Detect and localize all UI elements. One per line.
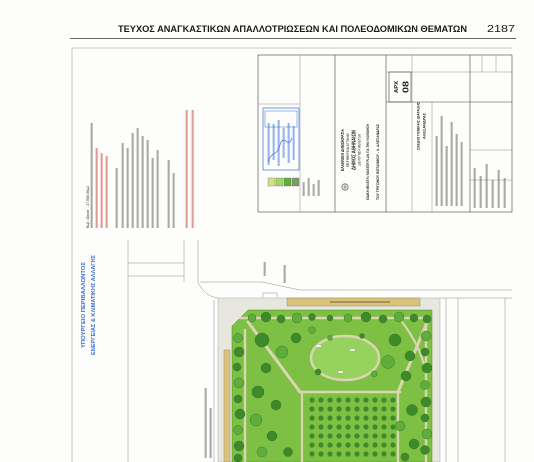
park-plan: [218, 298, 440, 462]
tree-grid-dot: [381, 397, 386, 402]
tree-grid-dot: [354, 451, 359, 456]
text-line-mark: [192, 110, 194, 228]
text-line-mark: [168, 160, 170, 228]
tree-grid-dot: [309, 406, 314, 411]
text-line-mark: [284, 265, 286, 283]
tree-grid-dot: [336, 397, 341, 402]
tree: [248, 314, 256, 322]
text-line-mark: [308, 178, 310, 196]
text-line-mark: [278, 120, 280, 166]
tree: [360, 334, 365, 339]
text-line-mark: [268, 123, 270, 165]
text-line-mark: [486, 164, 488, 208]
tree: [252, 386, 264, 398]
tree-grid-dot: [318, 397, 323, 402]
tree-grid-dot: [336, 406, 341, 411]
text-line-mark: [147, 140, 149, 228]
tree-grid-dot: [354, 424, 359, 429]
site-statistics: [86, 183, 90, 228]
tree: [261, 312, 271, 322]
plot-area-line: Εμβ. Οικοπ. : 17.000,00μ2: [86, 183, 90, 228]
tree: [401, 371, 411, 381]
tree: [410, 314, 418, 322]
tree-grid-dot: [390, 415, 395, 420]
text-line-mark: [152, 158, 154, 228]
text-line-mark: [122, 143, 124, 228]
tree: [379, 315, 387, 323]
tree: [284, 448, 293, 457]
tree-grid-dot: [336, 451, 341, 456]
tree-grid-dot: [336, 433, 341, 438]
tree-grid-dot: [309, 397, 314, 402]
tree-grid-dot: [372, 442, 377, 447]
tree-grid-dot: [309, 424, 314, 429]
text-line-mark: [456, 134, 458, 206]
tree-grid-dot: [327, 424, 332, 429]
bench: [316, 345, 321, 347]
tree: [327, 315, 333, 321]
tree: [233, 363, 241, 371]
tree-grid-dot: [309, 415, 314, 420]
text-line-mark: [451, 122, 453, 206]
side-strip: [224, 350, 230, 462]
tree-grid-dot: [345, 442, 350, 447]
text-line-mark: [96, 148, 98, 228]
text-line-mark: [137, 128, 139, 228]
text-line-mark: [205, 388, 207, 458]
tree-grid-dot: [318, 415, 323, 420]
tree-grid-dot: [390, 397, 395, 402]
text-line-mark: [504, 178, 506, 208]
legend-swatch: [292, 178, 299, 186]
tree: [389, 334, 401, 346]
text-line-mark: [293, 126, 295, 160]
tree-grid-dot: [372, 451, 377, 456]
tree: [382, 356, 395, 369]
bench: [338, 371, 343, 373]
tree: [255, 333, 269, 347]
tree-grid-dot: [381, 424, 386, 429]
tree-grid-dot: [363, 451, 368, 456]
tree: [421, 397, 431, 407]
tree: [421, 414, 429, 422]
legend-swatch: [284, 178, 291, 186]
text-line-mark: [273, 124, 275, 160]
tree-grid-dot: [363, 424, 368, 429]
text-line-mark: [303, 182, 305, 196]
text-line-mark: [498, 170, 500, 208]
tree-grid-dot: [390, 442, 395, 447]
tree: [421, 381, 430, 390]
tree: [405, 351, 415, 361]
tree-grid-dot: [318, 424, 323, 429]
text-line-mark: [436, 136, 438, 206]
tree-grid-dot: [390, 406, 395, 411]
project-title-line-1: ΕΙΔΙΚΗ ΜΕΛΕΤΗ / MASTER PLAN ΓΙΑ ΤΗΝ ΥΛΟΠΟΙΗΣΗ: [366, 111, 370, 200]
tree: [407, 405, 418, 416]
tree: [234, 426, 243, 435]
tree: [421, 348, 429, 356]
tree-grid-dot: [390, 424, 395, 429]
tree: [292, 313, 302, 323]
text-line-mark: [173, 173, 175, 228]
tree-grid-dot: [345, 397, 350, 402]
tree-grid-dot: [354, 415, 359, 420]
text-line-mark: [313, 184, 315, 196]
department-label: ΔΙΕΥΘΥΝΣΗ ΜΕΛΕΤΩΝ: [357, 131, 362, 166]
tree-grid-dot: [327, 433, 332, 438]
drawing-number: 08: [401, 84, 411, 93]
text-line-mark: [157, 150, 159, 228]
municipality-label: ΔΗΜΟΣ ΑΘΗΝΑΙΩΝ: [351, 123, 358, 170]
legend-swatch: [276, 178, 283, 186]
tree-grid-dot: [354, 442, 359, 447]
tree-grid-dot: [354, 406, 359, 411]
text-line-mark: [492, 180, 494, 208]
bench: [350, 349, 355, 351]
tree: [421, 331, 431, 341]
tree-grid-dot: [390, 451, 395, 456]
tree-grid-dot: [363, 415, 368, 420]
tree: [423, 315, 431, 323]
text-line-mark: [480, 176, 482, 208]
legend-swatch: [268, 178, 275, 186]
tree-grid-dot: [345, 406, 350, 411]
tree-grid-dot: [363, 406, 368, 411]
text-line-mark: [441, 116, 443, 206]
tree-grid-dot: [327, 406, 332, 411]
text-line-mark: [461, 142, 463, 206]
tree-grid-dot: [318, 442, 323, 447]
text-line-mark: [264, 262, 266, 276]
tree-grid-dot: [354, 397, 359, 402]
tree-grid-dot: [381, 415, 386, 420]
text-line-mark: [132, 133, 134, 228]
tree-grid-dot: [309, 442, 314, 447]
tree-grid-dot: [363, 442, 368, 447]
tree-grid-dot: [318, 433, 323, 438]
tree: [409, 439, 419, 449]
tree: [276, 346, 288, 358]
tree: [361, 312, 371, 322]
ministry-stamp-line-1: ΥΠΟΥΡΓΕΙΟ ΠΕΡΙΒΑΛΛΟΝΤΟΣ: [81, 266, 87, 348]
tree-grid-dot: [327, 451, 332, 456]
text-line-mark: [101, 153, 103, 228]
tree-grid-dot: [372, 397, 377, 402]
tree: [234, 454, 242, 462]
text-line-mark: [446, 146, 448, 206]
page-number: 2187: [487, 24, 516, 35]
drawing-title: ΣΧΕΔΙΟ ΓΕΝΙΚΗΣ ΔΙΑΤΑΞΗΣ: [415, 96, 421, 150]
text-line-mark: [318, 180, 320, 196]
tree: [394, 312, 404, 322]
tree: [271, 400, 281, 410]
tree-grid-dot: [345, 433, 350, 438]
tree-grid-dot: [372, 433, 377, 438]
tree: [234, 378, 244, 388]
text-line-mark: [142, 136, 144, 228]
tree-grid-dot: [363, 433, 368, 438]
tree-grid-dot: [363, 397, 368, 402]
tree-grid-dot: [336, 442, 341, 447]
text-line-mark: [186, 110, 188, 228]
tree: [234, 347, 244, 357]
gazette-issue-title: ΤΕΥΧΟΣ ΑΝΑΓΚΑΣΤΙΚΩΝ ΑΠΑΛΛΟΤΡΙΩΣΕΩΝ ΚΑΙ ΠΟΛΕΟΔΟΜΙΚΩΝ ΘΕΜΑΤΩΝ: [118, 24, 468, 35]
tree: [234, 441, 244, 451]
tree-grid-dot: [345, 415, 350, 420]
text-line-mark: [106, 156, 108, 228]
tree: [234, 395, 242, 403]
tree: [422, 429, 432, 439]
tree-grid-dot: [309, 433, 314, 438]
tree-grid-dot: [381, 433, 386, 438]
text-line-mark: [127, 148, 129, 228]
text-line-mark: [474, 168, 476, 208]
greek-emblem-icon: [342, 184, 348, 190]
strip-label-mark: [330, 301, 390, 303]
tree: [261, 363, 271, 373]
tree-grid-dot: [318, 451, 323, 456]
tree-grid-dot: [327, 397, 332, 402]
tree: [309, 327, 316, 334]
text-line-mark: [288, 123, 290, 163]
tree: [421, 446, 430, 455]
tree-grid-dot: [390, 433, 395, 438]
tree: [257, 447, 267, 457]
tree: [291, 333, 301, 343]
tree-grid-dot: [372, 406, 377, 411]
tree-grid-dot: [372, 424, 377, 429]
tree: [328, 336, 333, 341]
tree-grid-dot: [381, 406, 386, 411]
tree-grid-dot: [345, 451, 350, 456]
tree-grid-dot: [336, 415, 341, 420]
tree: [250, 414, 262, 426]
tree-grid-dot: [372, 415, 377, 420]
text-line-mark: [116, 168, 118, 228]
text-line-mark: [283, 128, 285, 158]
ministry-stamp-line-2: ΕΝΕΡΓΕΙΑΣ & ΚΛΙΜΑΤΙΚΗΣ ΑΛΛΑΓΗΣ: [91, 254, 97, 355]
tree: [235, 409, 245, 419]
tree-grid-dot: [327, 415, 332, 420]
tree: [371, 371, 377, 377]
tree-grid-dot: [309, 451, 314, 456]
tree: [344, 314, 352, 322]
drawing-subtitle: ΑΛΕΞΑΝΔΡΑΣ: [422, 114, 427, 139]
drawing-code: ΑΡΧ: [394, 82, 400, 93]
text-line-mark: [91, 123, 93, 228]
tree: [315, 369, 321, 375]
tree: [422, 363, 432, 373]
tree: [277, 315, 285, 323]
tree: [309, 314, 316, 321]
tree-grid-dot: [381, 451, 386, 456]
project-title-line-2: ΤΟΥ ΤΡΙΓΩΝΟΥ ΒΟΤΑΝΙΚΟΥ - Λ. ΑΛΕΞΑΝΔΡΑΣ: [376, 124, 380, 200]
tree: [267, 431, 277, 441]
region-label: ΠΕΡΙΦΕΡΕΙΑ ΑΤΤΙΚΗΣ: [346, 134, 350, 167]
republic-label: ΕΛΛΗΝΙΚΗ ΔΗΜΟΚΡΑΤΙΑ: [340, 115, 345, 171]
tree: [234, 334, 243, 343]
tree-grid-dot: [345, 424, 350, 429]
text-line-mark: [210, 408, 212, 458]
tree-grid-dot: [336, 424, 341, 429]
tree-grid-dot: [327, 442, 332, 447]
tree: [395, 421, 405, 431]
tree-grid-dot: [318, 406, 323, 411]
tree: [401, 453, 409, 461]
tree-grid-dot: [381, 442, 386, 447]
tree-grid-dot: [354, 433, 359, 438]
